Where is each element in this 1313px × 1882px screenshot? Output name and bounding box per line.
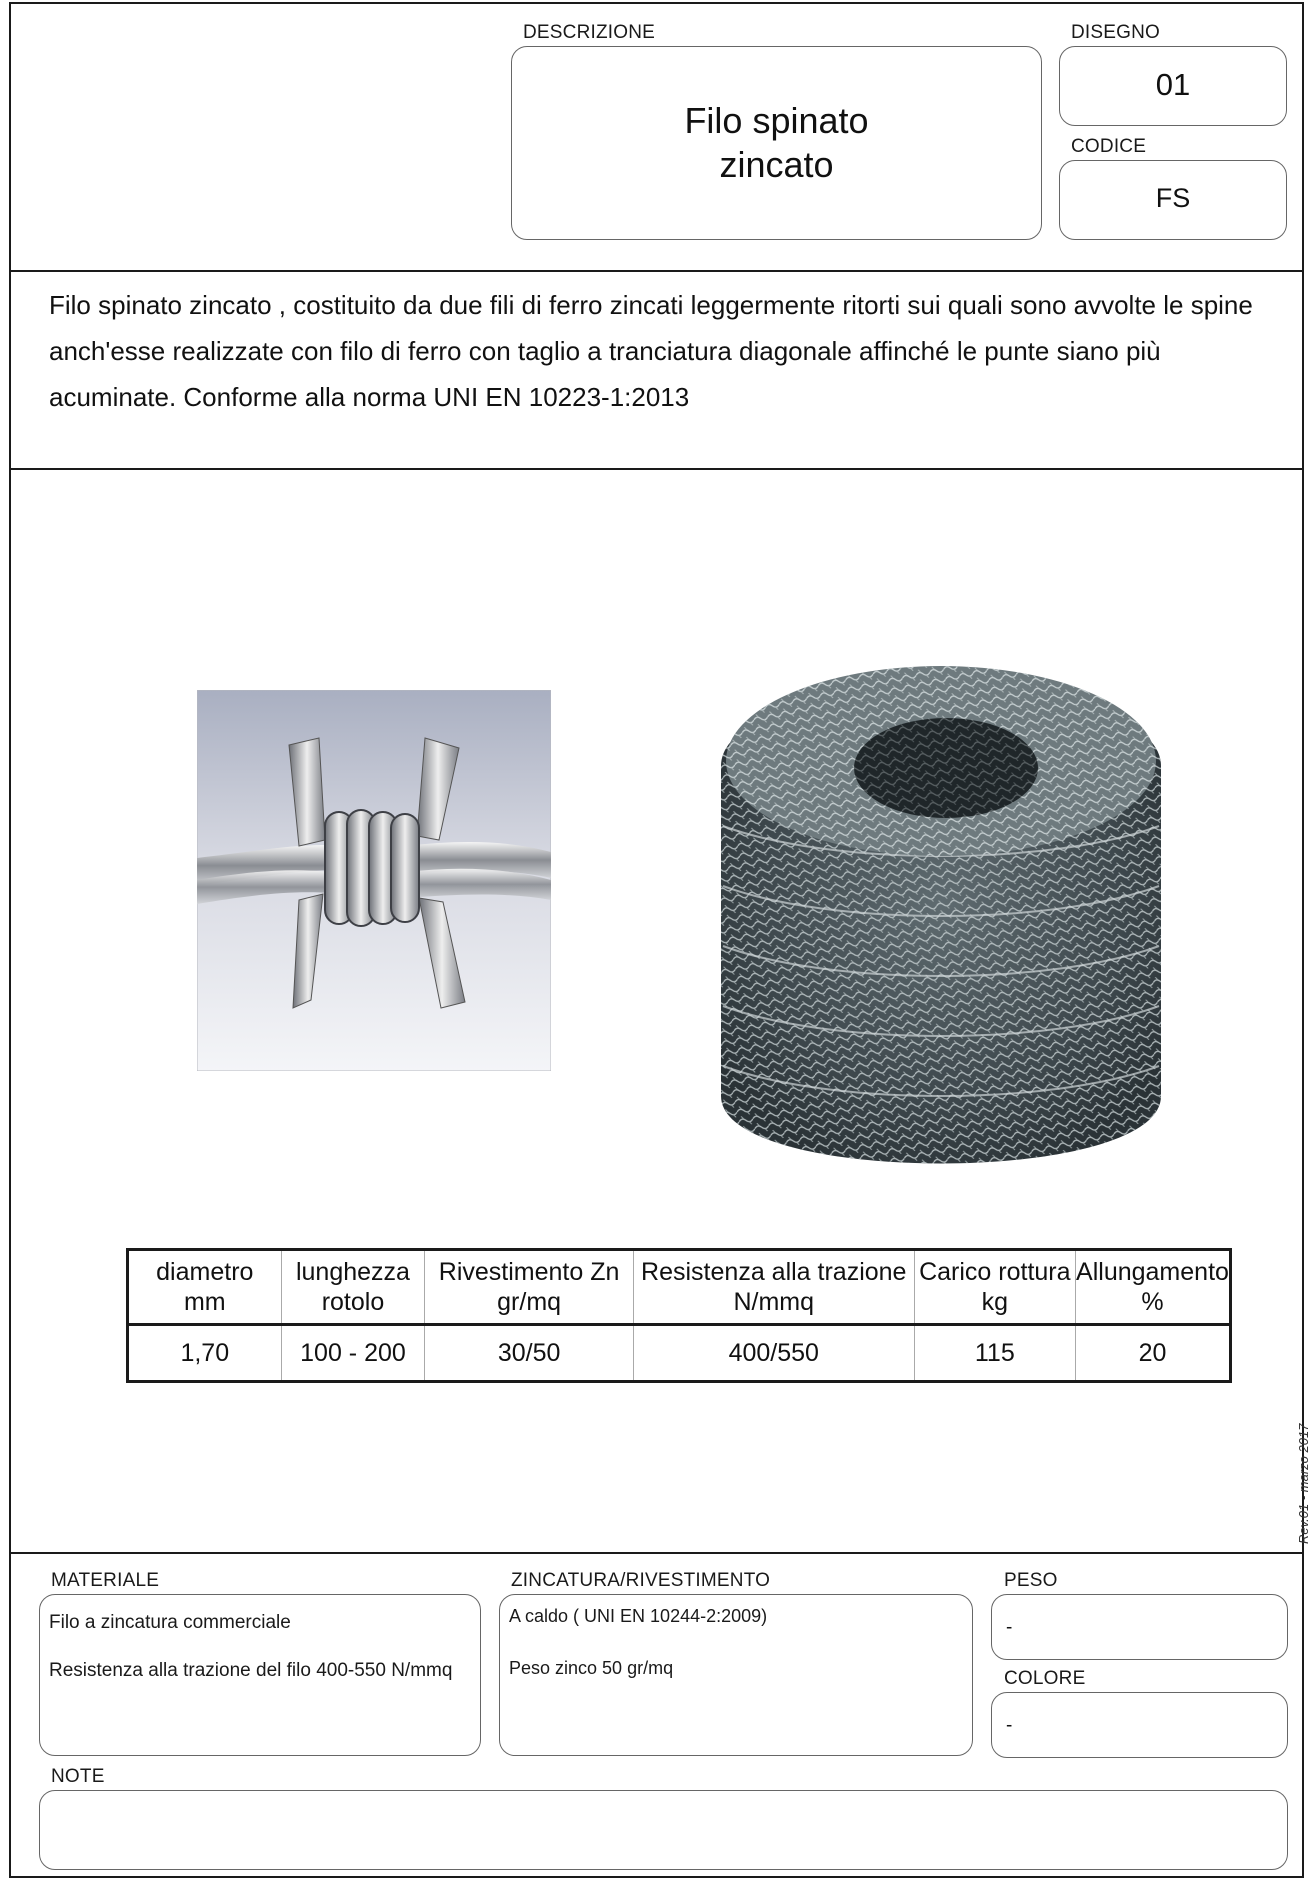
- product-title-line2: zincato: [719, 144, 834, 185]
- divider-footer: [11, 1552, 1302, 1554]
- product-title: [512, 99, 1041, 187]
- disegno-value: 01: [1155, 67, 1191, 102]
- table-row: [128, 1325, 1231, 1382]
- header-allungamento: Allungamento %: [1075, 1250, 1230, 1325]
- materiale-line2: Resistenza alla trazione del filo 400-550 N/mmq: [49, 1660, 453, 1681]
- header-lunghezza: lunghezza rotolo: [281, 1250, 425, 1325]
- colore-label: COLORE: [1004, 1668, 1086, 1689]
- colore-value: -: [1006, 1715, 1013, 1736]
- colore-box: [991, 1692, 1288, 1758]
- peso-label: PESO: [1004, 1570, 1058, 1591]
- header-resistenza: Resistenza alla trazione N/mmq: [633, 1250, 914, 1325]
- header-carico: Carico rottura kg: [914, 1250, 1075, 1325]
- zincatura-line1: A caldo ( UNI EN 10244-2:2009): [509, 1606, 768, 1626]
- divider-header: [11, 270, 1302, 272]
- product-title-line1: Filo spinato: [684, 100, 869, 141]
- materiale-line1: Filo a zincatura commerciale: [49, 1612, 291, 1633]
- cell-diametro: 1,70: [180, 1338, 230, 1367]
- zincatura-line2: Peso zinco 50 gr/mq: [509, 1658, 674, 1678]
- peso-value: -: [1006, 1617, 1013, 1638]
- descrizione-box: [511, 46, 1042, 240]
- cell-lunghezza: 100 - 200: [281, 1325, 425, 1382]
- cell-allungamento: 20: [1075, 1325, 1230, 1382]
- header-diametro: diametro mm: [128, 1250, 282, 1325]
- note-box: [39, 1790, 1288, 1870]
- peso-box: [991, 1594, 1288, 1660]
- barbed-wire-coil-image: [691, 626, 1191, 1186]
- codice-box: [1059, 160, 1287, 240]
- divider-description: [11, 468, 1302, 470]
- cell-carico: 115: [914, 1325, 1075, 1382]
- codice-label: CODICE: [1071, 136, 1147, 157]
- header-rivestimento: Rivestimento Zn gr/mq: [425, 1250, 634, 1325]
- note-label: NOTE: [51, 1766, 105, 1787]
- spec-sheet: [9, 2, 1311, 1878]
- cell-resistenza: 400/550: [633, 1325, 914, 1382]
- zincatura-label: ZINCATURA/RIVESTIMENTO: [511, 1570, 771, 1591]
- materiale-label: MATERIALE: [51, 1570, 160, 1591]
- specs-table: [126, 1248, 1232, 1383]
- specs-header-row: [128, 1250, 1231, 1325]
- barbed-wire-closeup-image: [197, 690, 551, 1071]
- descrizione-label: DESCRIZIONE: [523, 22, 656, 43]
- product-description: Filo spinato zincato , costituito da due fili di ferro zincati leggermente ritorti sui quali sono avvolte le spine anch'esse realizzate con filo di ferro con taglio a tranciatura diagonale affinché le punte siano più acuminate. Conforme alla norma UNI EN 10223-1:2013: [49, 290, 1253, 412]
- disegno-label: DISEGNO: [1071, 22, 1161, 43]
- revision-note: Rev.01 - marzo 2017: [1296, 1423, 1311, 1544]
- disegno-box: [1059, 46, 1287, 126]
- cell-rivestimento: 30/50: [425, 1325, 634, 1382]
- codice-value: FS: [1155, 183, 1191, 213]
